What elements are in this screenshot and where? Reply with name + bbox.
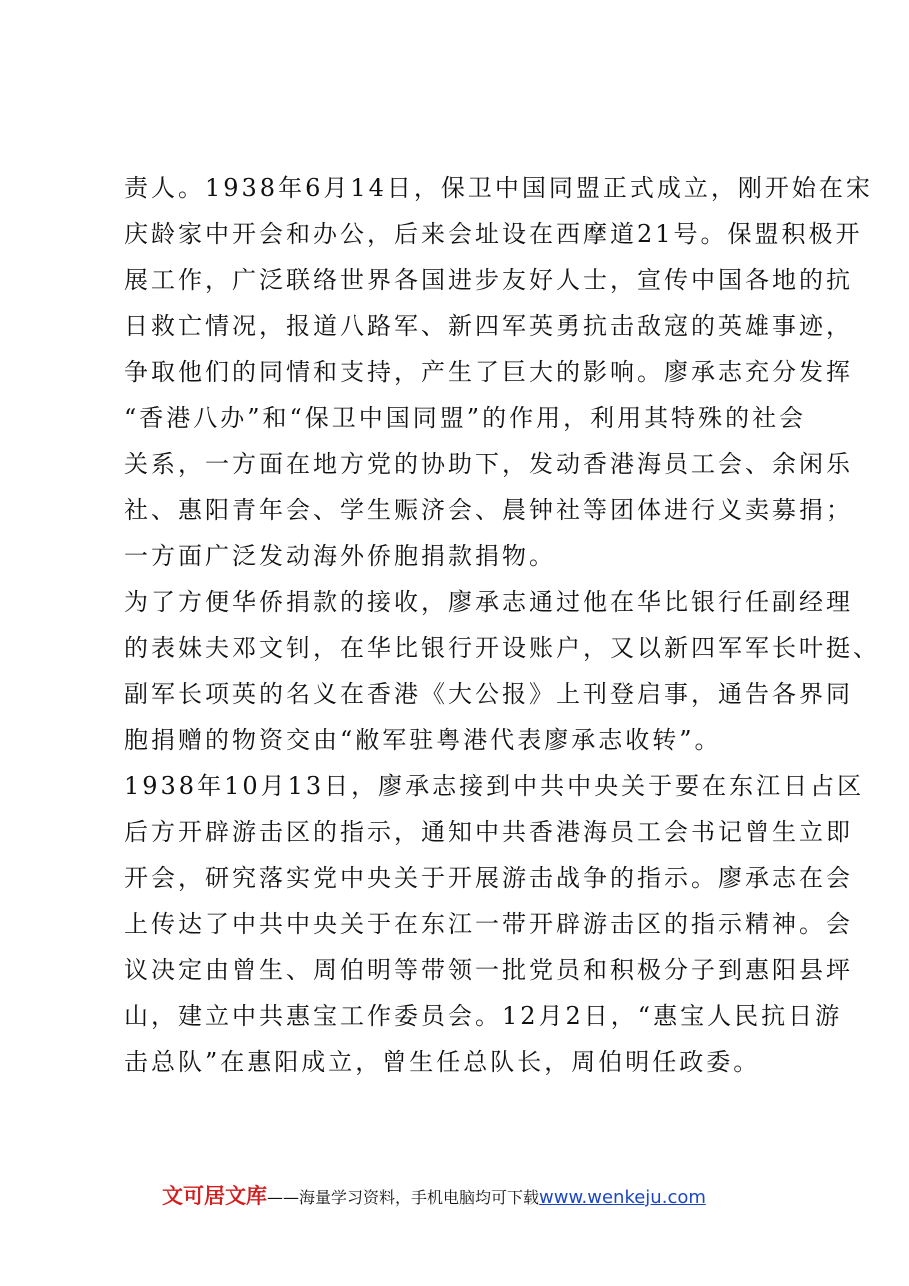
footer-url-link[interactable]: www.wenkeju.com xyxy=(539,1187,706,1208)
text-line: “香港八办”和“保卫中国同盟”的作用，利用其特殊的社会 xyxy=(124,404,807,432)
text-line: 争取他们的同情和支持，产生了巨大的影响。廖承志充分发挥 xyxy=(124,358,853,386)
text-line: 责人。1938年6月14日，保卫中国同盟正式成立，刚开始在宋 xyxy=(124,174,873,202)
text-line: 开会，研究落实党中央关于开展游击战争的指示。廖承志在会 xyxy=(124,864,853,892)
text-line: 一方面广泛发动海外侨胞捐款捐物。 xyxy=(124,542,556,570)
text-line: 上传达了中共中央关于在东江一带开辟游击区的指示精神。会 xyxy=(124,910,853,938)
text-line: 关系，一方面在地方党的协助下，发动香港海员工会、余闲乐 xyxy=(124,450,853,478)
footer-brand: 文可居文库 xyxy=(162,1184,267,1208)
text-line: 胞捐赠的物资交由“敝军驻粤港代表廖承志收转”。 xyxy=(124,726,722,754)
text-line: 为了方便华侨捐款的接收，廖承志通过他在华比银行任副经理 xyxy=(124,588,853,616)
text-line: 议决定由曾生、周伯明等带领一批党员和积极分子到惠阳县坪 xyxy=(124,956,853,984)
text-line: 击总队”在惠阳成立，曾生任总队长，周伯明任政委。 xyxy=(124,1048,761,1076)
text-line: 副军长项英的名义在香港《大公报》上刊登启事，通告各界同 xyxy=(124,680,853,708)
text-line: 1938年10月13日，廖承志接到中共中央关于要在东江日占区 xyxy=(124,772,865,800)
footer-tagline: ——海量学习资料，手机电脑均可下载 xyxy=(267,1188,540,1207)
article-body xyxy=(124,165,880,1085)
text-line: 后方开辟游击区的指示，通知中共香港海员工会书记曾生立即 xyxy=(124,818,853,846)
text-line: 展工作，广泛联络世界各国进步友好人士，宣传中国各地的抗 xyxy=(124,266,853,294)
text-line: 日救亡情况，报道八路军、新四军英勇抗击敌寇的英雄事迹， xyxy=(124,312,853,340)
text-line: 的表妹夫邓文钊，在华比银行开设账户，又以新四军军长叶挺、 xyxy=(124,634,880,662)
text-line: 社、惠阳青年会、学生赈济会、晨钟社等团体进行义卖募捐； xyxy=(124,496,853,524)
text-line: 山，建立中共惠宝工作委员会。12月2日，“惠宝人民抗日游 xyxy=(124,1002,843,1030)
text-line: 庆龄家中开会和办公，后来会址设在西摩道21号。保盟积极开 xyxy=(124,220,863,248)
footer-banner xyxy=(162,1179,706,1213)
